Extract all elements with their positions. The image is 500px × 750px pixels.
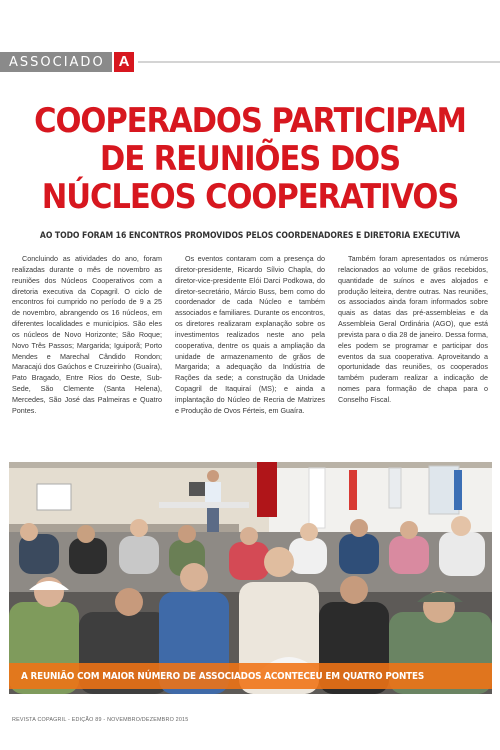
photo-caption-bar [9, 663, 492, 689]
article-subhead: AO TODO FORAM 16 ENCONTROS PROMOVIDOS PELOS COORDENADORES E DIRETORIA EXECUTIVA [39, 231, 461, 241]
article-body [12, 254, 488, 454]
article-column-2 [175, 254, 325, 417]
section-letter: A [114, 52, 134, 72]
meeting-photo-illustration [9, 462, 492, 694]
column-3-text: Também foram apresentados os números relacionados ao volume de grãos recebidos, quantidade de suínos e aves alojados e produção leiteira, dentre outras. Nas reuniões, os associados ainda foram informados sobre quais as datas das pré-assembleias e da Assembleia Geral Ordinária (AGO), que está prevista para o dia 28 de janeiro. Dessa forma, eles podem se programar e participar dos eventos da sua cooperativa. Aproveitando a oportunidade das reuniões, os cooperados também puderam realizar a indicação de nomes para formação de chapa para o Conselho Fiscal. [338, 254, 488, 404]
photo-caption: A REUNIÃO COM MAIOR NÚMERO DE ASSOCIADOS ACONTECEU EM QUATRO PONTES [21, 671, 425, 682]
section-label-box [0, 52, 112, 72]
section-tag [0, 52, 500, 72]
section-label: ASSOCIADO [9, 55, 105, 70]
article-column-1 [12, 254, 162, 417]
article-column-3 [338, 254, 488, 406]
meeting-photo [9, 462, 492, 694]
article-headline: COOPERADOS PARTICIPAM DE REUNIÕES DOS NÚCLEOS COOPERATIVOS [34, 101, 466, 217]
page-footer: REVISTA COPAGRIL - EDIÇÃO 89 - NOVEMBRO/DEZEMBRO 2015 [12, 717, 189, 723]
section-divider [138, 61, 500, 63]
column-2-text: Os eventos contaram com a presença do diretor-presidente, Ricardo Sílvio Chapla, do diretor-vice-presidente Elói Darci Podkowa, do diretor-secretário, Márcio Buss, bem como do coordenador de cada Núcleo e também associados e familiares. Durante os encontros, os diretores realizaram explanação sobre os investimentos realizados neste ano pela cooperativa, dentre os quais a ampliação da unidade de armazenamento de grãos de Margarida; a adequação da Indústria de Rações da sede; a construção da Unidade Copagril de Itaquiraí (MS); e ainda a implantação do Núcleo de Recria de Matrizes e Produção de Ovos Férteis, em Guaíra. [175, 254, 325, 415]
column-1-text: Concluindo as atividades do ano, foram realizadas durante o mês de novembro as reuniões dos Núcleos Cooperativos com a diretoria executiva da Copagril. O ciclo de encontros foi cumprido no período de 9 a 25 de novembro, abrangendo os 16 núcleos, em diferentes localidades e municípios. São eles os núcleos de Novo Horizonte; São Roque; Novo Três Passos; Margarida; Iguiporã; Porto Mendes e Marechal Cândido Rondon; Maracajú dos Gaúchos e Cruzeirinho (Guaíra), Pato Bragado, Entre Rios do Oeste, Sub-Sede, São Clemente (Santa Helena), Mercedes, São José das Palmeiras e Quatro Pontes. [12, 254, 162, 415]
